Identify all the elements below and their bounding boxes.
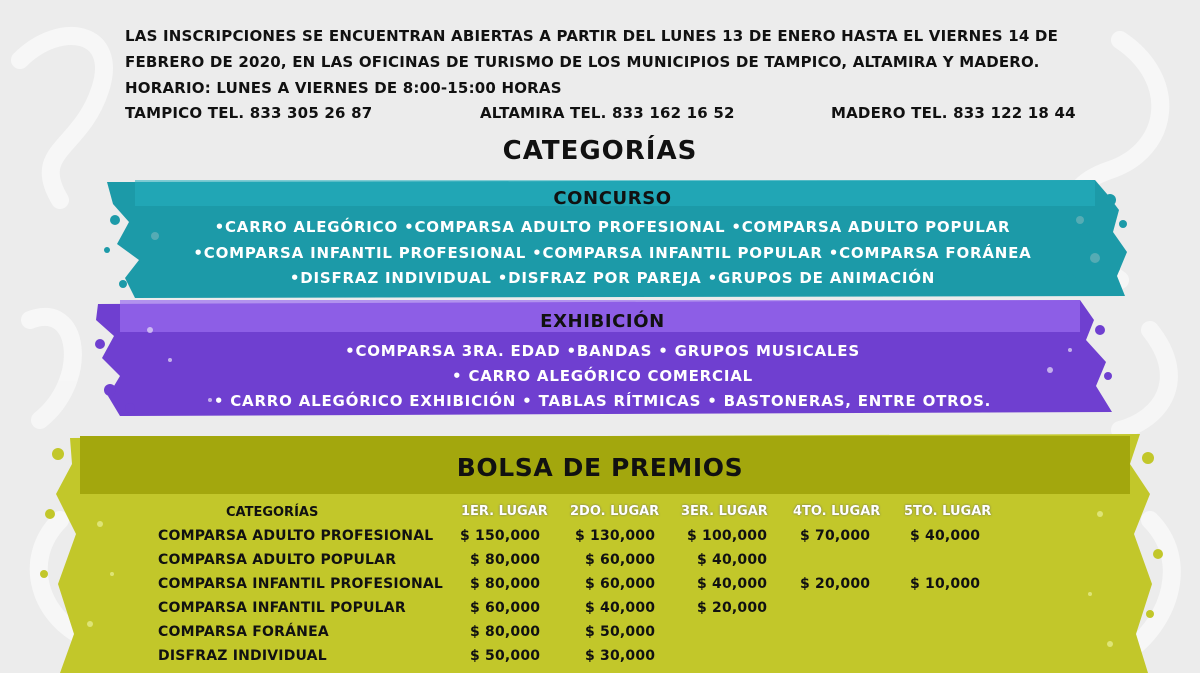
table-cell: $ 40,000 — [585, 600, 656, 616]
table-cell: DISFRAZ INDIVIDUAL — [158, 648, 327, 664]
concurso-band — [95, 180, 1130, 298]
column-header: 1ER. LUGAR — [461, 504, 548, 519]
column-header: 2DO. LUGAR — [570, 504, 660, 519]
prizes-band — [0, 434, 1200, 673]
registration-info — [125, 26, 1105, 130]
table-cell: $ 80,000 — [470, 552, 541, 568]
madero-phone: MADERO TEL. 833 122 18 44 — [831, 104, 1076, 122]
exhibicion-line: •COMPARSA 3RA. EDAD •BANDAS • GRUPOS MUSICALES — [345, 342, 860, 360]
table-cell: $ 80,000 — [470, 576, 541, 592]
column-header: 5TO. LUGAR — [904, 504, 992, 519]
table-cell: $ 150,000 — [460, 528, 541, 544]
table-cell: $ 60,000 — [470, 600, 541, 616]
table-cell: $ 70,000 — [800, 528, 871, 544]
table-cell: $ 40,000 — [697, 576, 768, 592]
table-cell: COMPARSA FORÁNEA — [158, 624, 329, 640]
table-cell: $ 40,000 — [697, 552, 768, 568]
table-cell: $ 10,000 — [910, 576, 981, 592]
concurso-line: •DISFRAZ INDIVIDUAL •DISFRAZ POR PAREJA •GRUPOS DE ANIMACIÓN — [289, 269, 936, 287]
table-cell: $ 80,000 — [470, 624, 541, 640]
exhibicion-title: EXHIBICIÓN — [540, 311, 665, 332]
table-cell: $ 20,000 — [697, 600, 768, 616]
exhibicion-band — [90, 300, 1115, 418]
table-cell: COMPARSA ADULTO POPULAR — [158, 552, 397, 568]
table-cell: $ 100,000 — [687, 528, 768, 544]
schedule-line: HORARIO: LUNES A VIERNES DE 8:00-15:00 HORAS — [125, 79, 562, 97]
concurso-line: •CARRO ALEGÓRICO •COMPARSA ADULTO PROFESIONAL •COMPARSA ADULTO POPULAR — [214, 218, 1011, 236]
table-cell: $ 20,000 — [800, 576, 871, 592]
altamira-phone: ALTAMIRA TEL. 833 162 16 52 — [480, 104, 735, 122]
intro-line: LAS INSCRIPCIONES SE ENCUENTRAN ABIERTAS A PARTIR DEL LUNES 13 DE ENERO HASTA EL VIERNES 14 DE — [125, 27, 1059, 45]
table-cell: $ 30,000 — [585, 648, 656, 664]
table-cell: $ 50,000 — [470, 648, 541, 664]
column-header: CATEGORÍAS — [226, 505, 319, 520]
concurso-title: CONCURSO — [553, 188, 672, 209]
concurso-line: •COMPARSA INFANTIL PROFESIONAL •COMPARSA INFANTIL POPULAR •COMPARSA FORÁNEA — [193, 244, 1032, 262]
table-cell: $ 60,000 — [585, 576, 656, 592]
table-cell: COMPARSA ADULTO PROFESIONAL — [158, 528, 434, 544]
table-cell: COMPARSA INFANTIL PROFESIONAL — [158, 576, 444, 592]
table-cell: $ 60,000 — [585, 552, 656, 568]
column-header: 3ER. LUGAR — [681, 504, 768, 519]
exhibicion-line: • CARRO ALEGÓRICO COMERCIAL — [452, 367, 753, 385]
phone-numbers — [125, 104, 1105, 130]
table-cell: $ 130,000 — [575, 528, 656, 544]
tampico-phone: TAMPICO TEL. 833 305 26 87 — [125, 104, 373, 122]
column-header: 4TO. LUGAR — [793, 504, 881, 519]
exhibicion-line: • CARRO ALEGÓRICO EXHIBICIÓN • TABLAS RÍTMICAS • BASTONERAS, ENTRE OTROS. — [213, 392, 992, 410]
intro-line: FEBRERO DE 2020, EN LAS OFICINAS DE TURISMO DE LOS MUNICIPIOS DE TAMPICO, ALTAMIRA Y MADERO. — [125, 53, 1040, 71]
categories-title: CATEGORÍAS — [502, 136, 698, 166]
table-cell: $ 50,000 — [585, 624, 656, 640]
prizes-title: BOLSA DE PREMIOS — [456, 453, 744, 482]
table-cell: $ 40,000 — [910, 528, 981, 544]
table-cell: COMPARSA INFANTIL POPULAR — [158, 600, 406, 616]
